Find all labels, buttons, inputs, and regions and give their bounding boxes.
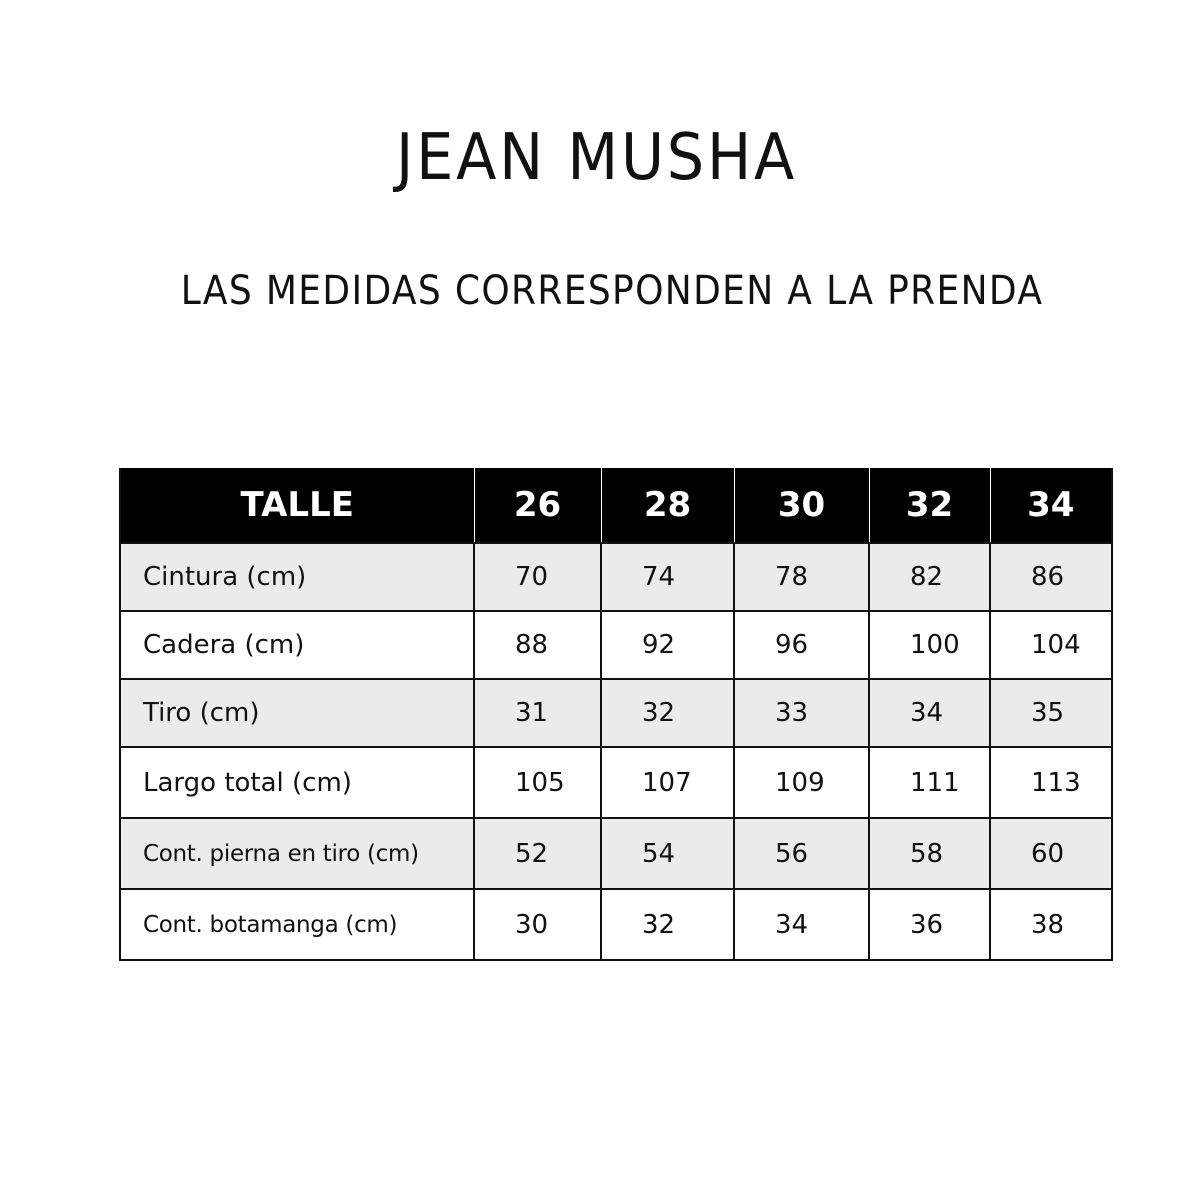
table-cell: 100 (869, 611, 990, 679)
table-header-row (120, 467, 1112, 543)
table-cell: 35 (990, 679, 1112, 747)
table-cell: 32 (601, 679, 734, 747)
table-cell: 88 (474, 611, 601, 679)
header-size: 26 (474, 467, 601, 543)
table-cell: 70 (474, 543, 601, 611)
table-cell: 105 (474, 747, 601, 818)
table-cell: 74 (601, 543, 734, 611)
table-cell: 92 (601, 611, 734, 679)
table-cell: 32 (601, 889, 734, 960)
table-cell: 60 (990, 818, 1112, 889)
table-row (120, 818, 1112, 889)
table-cell: 109 (734, 747, 869, 818)
size-chart-table (119, 466, 1113, 961)
header-size: 28 (601, 467, 734, 543)
table-cell: 31 (474, 679, 601, 747)
table-cell: 104 (990, 611, 1112, 679)
table-row (120, 543, 1112, 611)
table-cell: 54 (601, 818, 734, 889)
table-cell: 58 (869, 818, 990, 889)
table-cell: 30 (474, 889, 601, 960)
table-cell: 107 (601, 747, 734, 818)
header-size: 32 (869, 467, 990, 543)
row-label: Cont. botamanga (cm) (120, 889, 474, 960)
table-cell: 86 (990, 543, 1112, 611)
header-talle: TALLE (120, 467, 474, 543)
row-label: Cintura (cm) (120, 543, 474, 611)
table-row (120, 611, 1112, 679)
row-label: Cadera (cm) (120, 611, 474, 679)
table-cell: 56 (734, 818, 869, 889)
row-label: Tiro (cm) (120, 679, 474, 747)
table-row (120, 747, 1112, 818)
table-cell: 34 (869, 679, 990, 747)
table-cell: 36 (869, 889, 990, 960)
table-cell: 52 (474, 818, 601, 889)
table-cell: 33 (734, 679, 869, 747)
table-row (120, 889, 1112, 960)
row-label: Largo total (cm) (120, 747, 474, 818)
table-cell: 78 (734, 543, 869, 611)
row-label: Cont. pierna en tiro (cm) (120, 818, 474, 889)
table-cell: 38 (990, 889, 1112, 960)
table-cell: 34 (734, 889, 869, 960)
header-size: 34 (990, 467, 1112, 543)
table-row (120, 679, 1112, 747)
table-cell: 96 (734, 611, 869, 679)
table-cell: 111 (869, 747, 990, 818)
table-cell: 82 (869, 543, 990, 611)
header-size: 30 (734, 467, 869, 543)
table-cell: 113 (990, 747, 1112, 818)
page-subtitle: LAS MEDIDAS CORRESPONDEN A LA PRENDA (180, 268, 1044, 314)
page-title: JEAN MUSHA (395, 121, 798, 195)
